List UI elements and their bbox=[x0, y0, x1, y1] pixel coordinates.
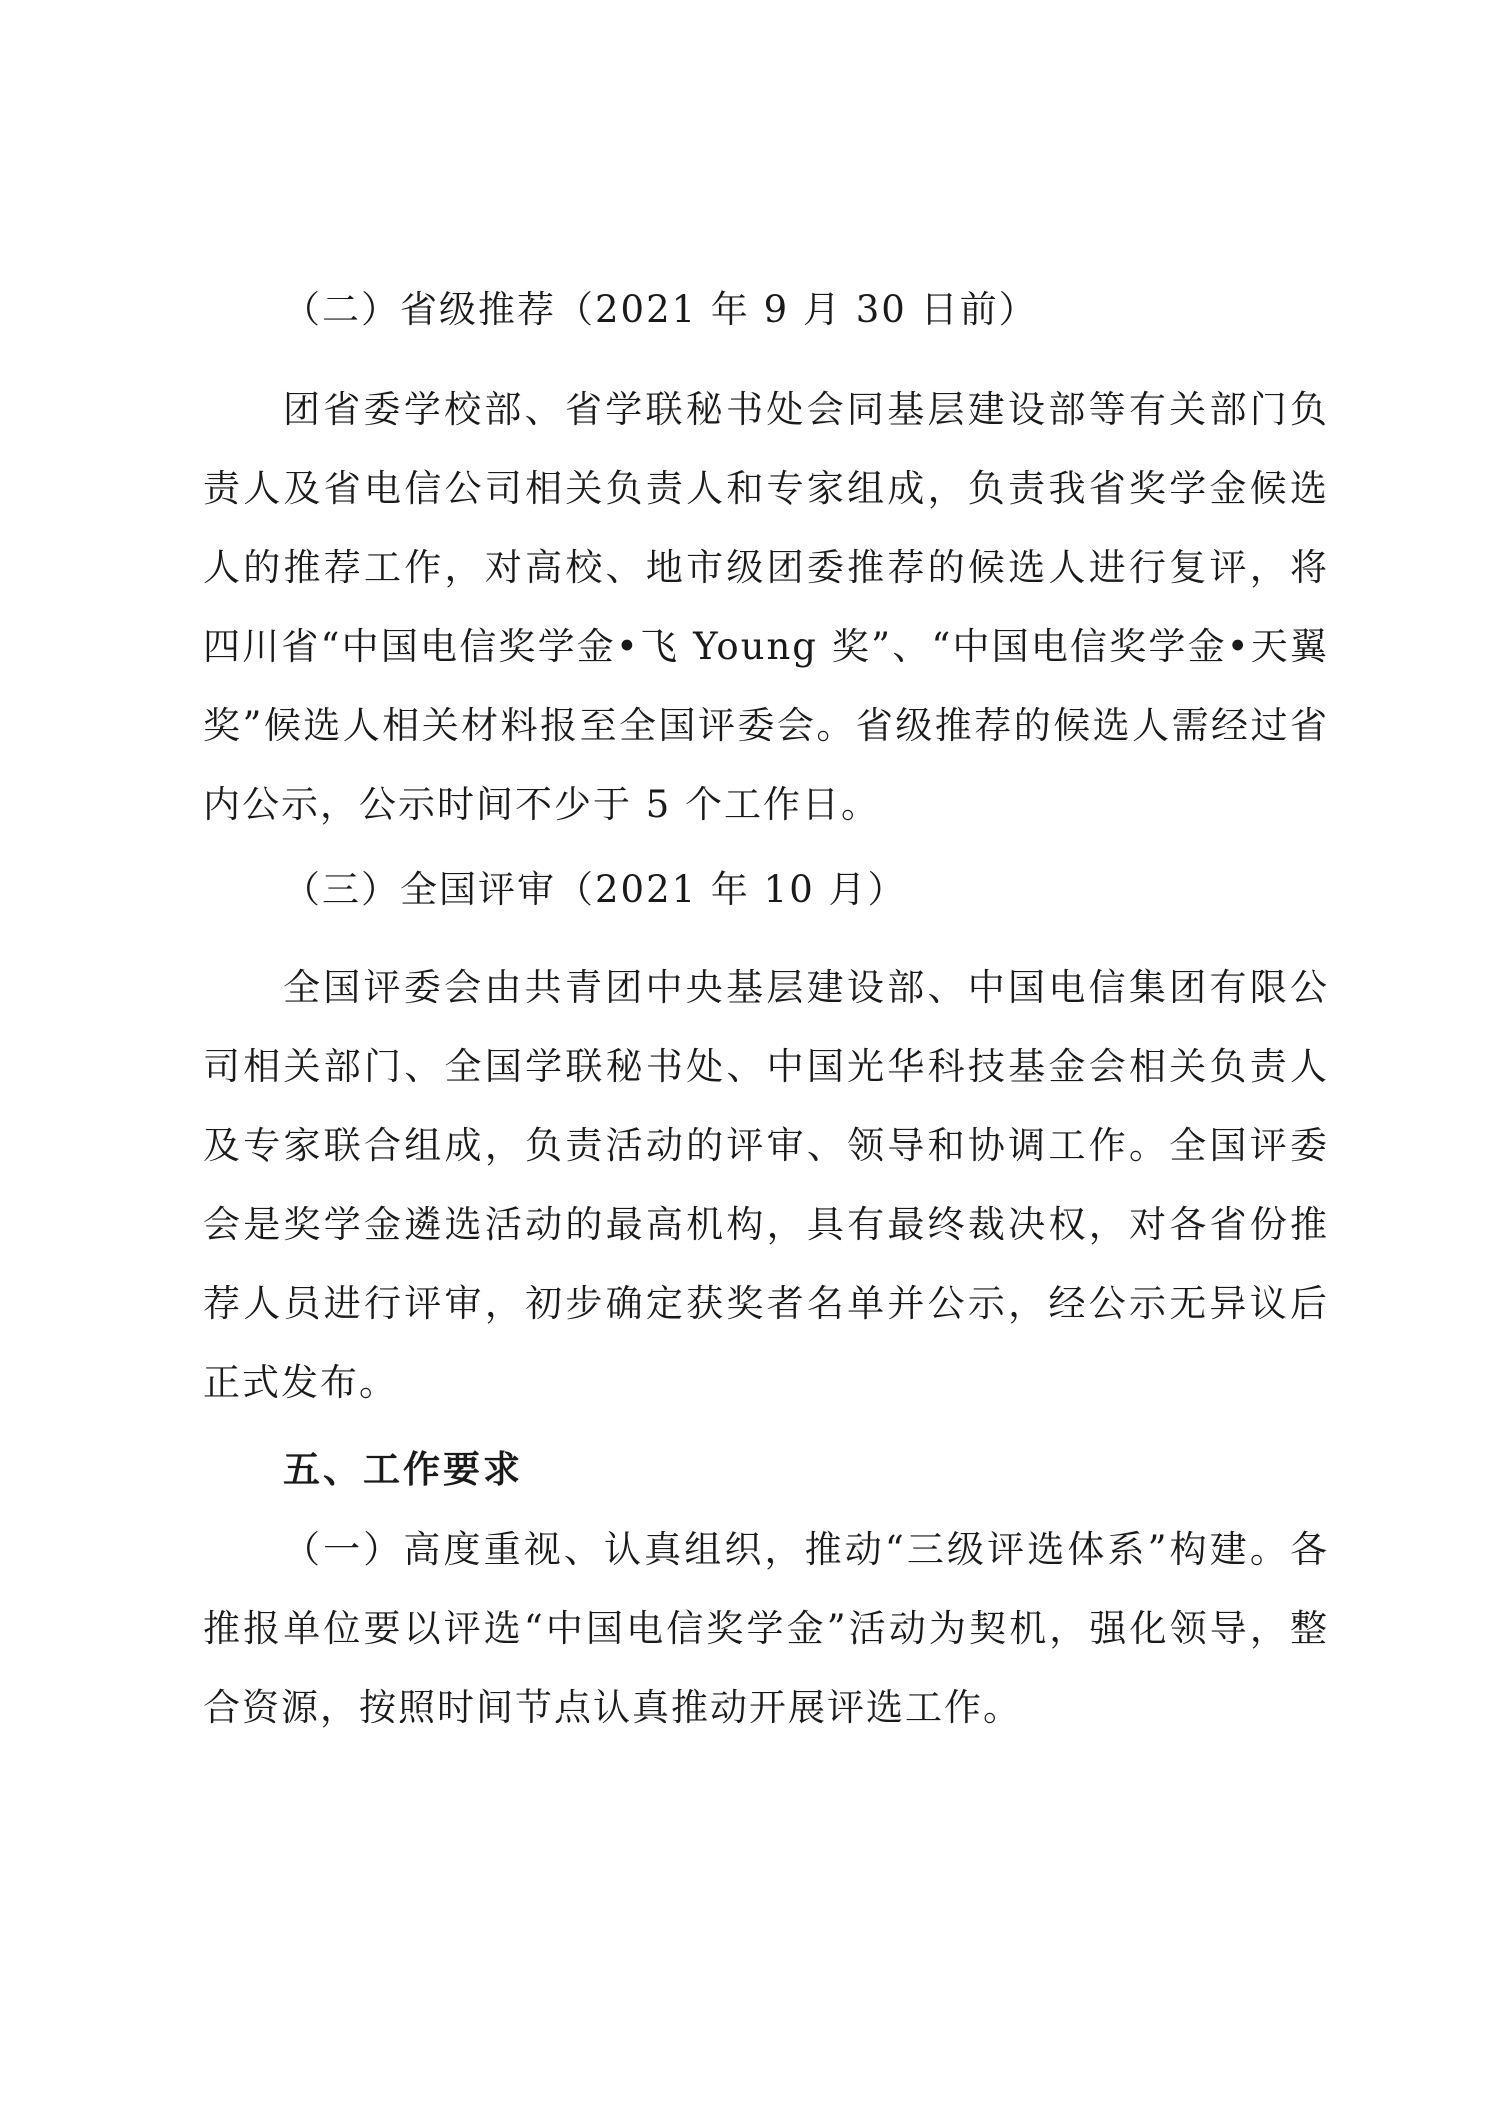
section-heading-national-review: （三）全国评审（2021 年 10 月） bbox=[283, 868, 907, 911]
section-heading-work-requirements: 五、工作要求 bbox=[283, 1448, 523, 1491]
section-heading-provincial-recommendation: （二）省级推荐（2021 年 9 月 30 日前） bbox=[283, 288, 1038, 331]
paragraph-provincial-recommendation: 团省委学校部、省学联秘书处会同基层建设部等有关部门负责人及省电信公司相关负责人和专家组成，负责我省奖学金候选人的推荐工作，对高校、地市级团委推荐的候选人进行复评，将四川省“中国电信奖学金•飞 Young 奖”、“中国电信奖学金•天翼奖”候选人相关材料报至全国评委会。省级推荐的候选人需经过省内公示，公示时间不少于 5 个工作日。 bbox=[203, 388, 1329, 826]
paragraph-national-review: 全国评委会由共青团中央基层建设部、中国电信集团有限公司相关部门、全国学联秘书处、中国光华科技基金会相关负责人及专家联合组成，负责活动的评审、领导和协调工作。全国评委会是奖学金遴选活动的最高机构，具有最终裁决权，对各省份推荐人员进行评审，初步确定获奖者名单并公示，经公示无异议后正式发布。 bbox=[203, 966, 1329, 1404]
paragraph-requirement-1: （一）高度重视、认真组织，推动“三级评选体系”构建。各推报单位要以评选“中国电信奖学金”活动为契机，强化领导，整合资源，按照时间节点认真推动开展评选工作。 bbox=[203, 1528, 1329, 1729]
